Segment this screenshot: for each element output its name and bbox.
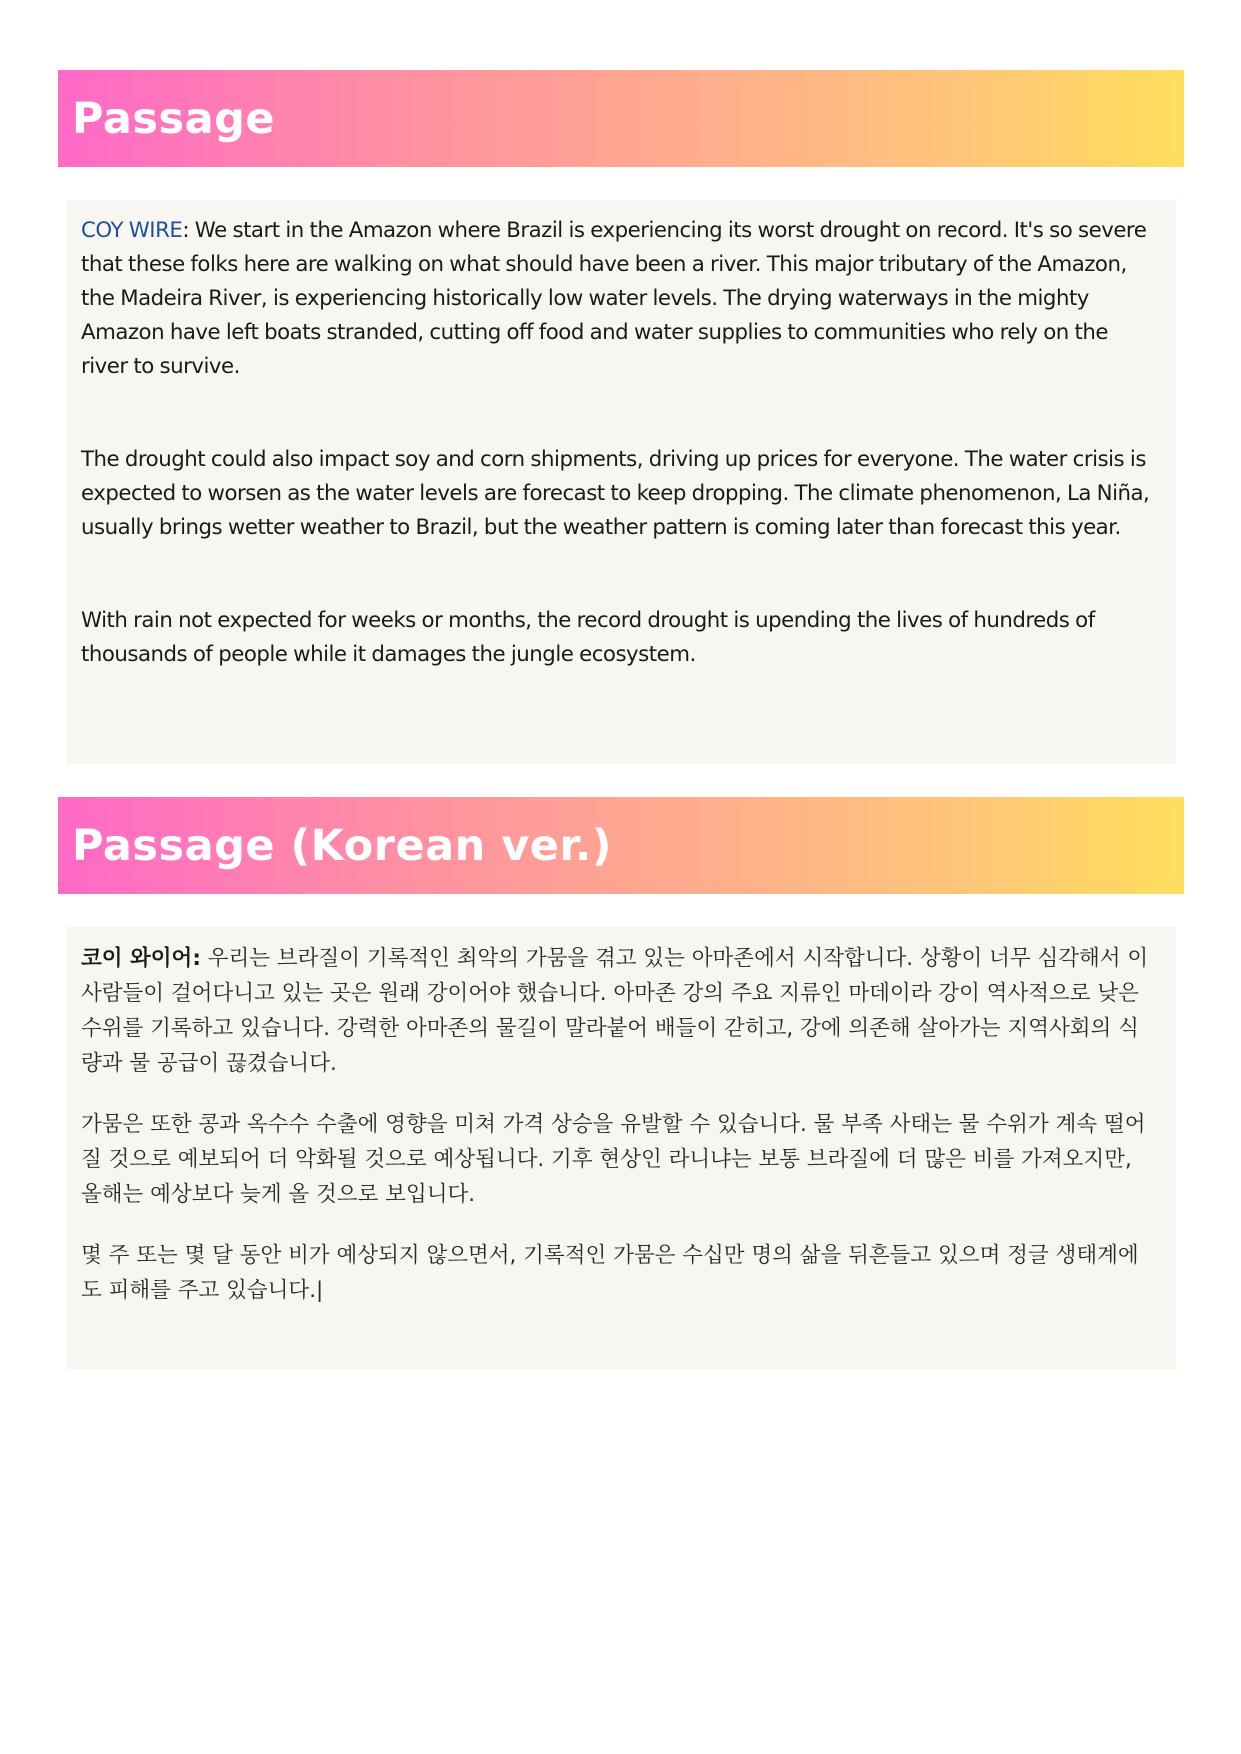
passage-paragraph: With rain not expected for weeks or months, the record drought is upending the lives of hundreds of thousands of people while it damages the jungle ecosystem. xyxy=(81,608,1095,667)
passage-paragraph: The drought could also impact soy and corn shipments, driving up prices for everyone. The water crisis is expected to worsen as the water levels are forecast to keep dropping. The climate phenomenon, La Niña, usually brings wetter weather to Brazil, but the weather pattern is coming later than forecast this year. xyxy=(81,447,1150,540)
korean-speaker-name: 코이 와이어: xyxy=(81,946,201,971)
passage-paragraph xyxy=(81,214,1156,384)
korean-paragraph[interactable]: 몇 주 또는 몇 달 동안 비가 예상되지 않으면서, 기록적인 가뭄은 수십만 명의 삶을 뒤흔들고 있으며 정글 생태계에도 피해를 주고 있습니다.| xyxy=(81,1243,1139,1303)
korean-passage-title: Passage (Korean ver.) xyxy=(72,820,612,871)
paragraph-text: : We start in the Amazon where Brazil is experiencing its worst drought on record. It's so severe that these folks here are walking on what should have been a river. This major tributary of the Amazon, the Madeira River, is experiencing historically low water levels. The drying waterways in the mighty Amazon have left boats stranded, cutting off food and water supplies to communities who rely on the river to survive. xyxy=(81,218,1147,379)
korean-passage-header xyxy=(58,797,1184,894)
korean-paragraph: 가뭄은 또한 콩과 옥수수 수출에 영향을 미쳐 가격 상승을 유발할 수 있습니다. 물 부족 사태는 물 수위가 계속 떨어질 것으로 예보되어 더 악화될 것으로 예상됩니다. 기후 현상인 라니냐는 보통 브라질에 더 많은 비를 가져오지만, 올해는 예상보다 늦게 올 것으로 보입니다. xyxy=(81,1112,1146,1207)
passage-title: Passage xyxy=(72,93,276,144)
speaker-name: COY WIRE xyxy=(81,218,183,243)
passage-header xyxy=(58,70,1184,167)
korean-paragraph-text: 우리는 브라질이 기록적인 최악의 가뭄을 겪고 있는 아마존에서 시작합니다. 상황이 너무 심각해서 이 사람들이 걸어다니고 있는 곳은 원래 강이어야 했습니다. 아마존 강의 주요 지류인 마데이라 강이 역사적으로 낮은 수위를 기록하고 있습니다. 강력한 아마존의 물길이 말라붙어 배들이 갇히고, 강에 의존해 살아가는 지역사회의 식량과 물 공급이 끊겼습니다. xyxy=(81,946,1149,1076)
passage-text-box xyxy=(66,200,1176,764)
korean-paragraph xyxy=(81,941,1156,1081)
korean-passage-text-box xyxy=(66,927,1176,1369)
